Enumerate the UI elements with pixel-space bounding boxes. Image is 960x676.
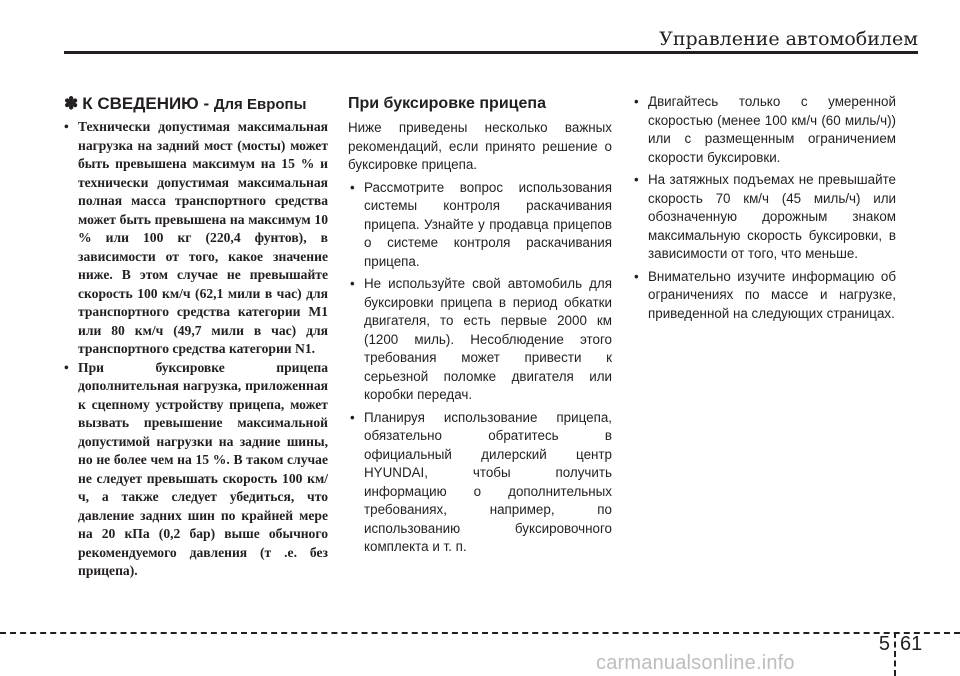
note-subtitle: Для Европы — [213, 96, 307, 113]
column-towing-continued — [632, 93, 896, 327]
note-title: К СВЕДЕНИЮ - — [82, 94, 210, 113]
page-separator — [894, 632, 896, 676]
note-asterisk-icon: ✽ — [64, 94, 79, 113]
section-heading: При буксировке прицепа — [348, 95, 546, 112]
list-item: • Рассмотрите вопрос использования системы контроля раскачивания прицепа. Узнайте у продавца прицепов о системе контроля раскачивания прицепа. — [348, 179, 612, 272]
note-heading — [64, 93, 328, 116]
note-item: • При буксировке прицепа дополнительная нагрузка, приложенная к сцепному устройству прицепа, может вызвать превышение максимальной допустимой нагрузки на задние шины, но не более чем на 15 %. В таком случае не следует превышать скорость 100 км/ч, а также следует убедиться, что давление задних шин по крайней мере на 20 кПа (0,2 бар) выше обычного рекомендуемого давления (т .е. без прицепа). — [64, 359, 328, 581]
note-item: • Технически допустимая максимальная нагрузка на задний мост (мосты) может быть превышена максимум на 15 % и технически допустимая максимальная полная масса транспортного средства может быть превышена на максимум 10 % или 100 кг (220,4 фунтов), в зависимости от того, какое значение ниже. В этом случае не превышайте скорость 100 км/ч (62,1 мили в час) для транспортного средства категории M1 или 80 км/ч (49,7 мили в час) для транспортного средства категории N1. — [64, 118, 328, 359]
header-rule — [64, 51, 918, 54]
running-header: Управление автомобилем — [659, 28, 918, 50]
section-number: 5 — [878, 633, 890, 655]
intro-paragraph: Ниже приведены несколько важных рекомендаций, если принято решение о буксировке прицепа. — [348, 120, 612, 172]
list-item: • Двигайтесь только с умеренной скоростью (менее 100 км/ч (60 миль/ч)) или с размещенным ограничением скорости буксировки. — [632, 93, 896, 167]
column-towing — [348, 93, 612, 561]
footer-rule — [0, 632, 960, 634]
speed-list — [632, 93, 896, 323]
list-item: • Внимательно изучите информацию об ограничениях по массе и нагрузке, приведенной на следующих страницах. — [632, 268, 896, 324]
page-number: 61 — [900, 633, 923, 655]
column-note-europe — [64, 93, 328, 581]
towing-list — [348, 179, 612, 557]
list-item: • Не используйте свой автомобиль для буксировки прицепа в период обкатки двигателя, то есть первые 2000 км (1200 миль). Несоблюдение этого требования может привести к серьезной поломке двигателя или коробки передач. — [348, 275, 612, 405]
watermark-text: carmanualsonline.info — [596, 652, 795, 674]
note-list — [64, 118, 328, 581]
list-item: • Планируя использование прицепа, обязательно обратитесь в официальный дилерский центр HYUNDAI, чтобы получить информацию о дополнительных требованиях, например, по использованию буксировочного комплекта и т. п. — [348, 409, 612, 557]
list-item: • На затяжных подъемах не превышайте скорость 70 км/ч (45 миль/ч) или обозначенную дорожным знаком максимальную скорость буксировки, в зависимости от того, что меньше. — [632, 171, 896, 264]
